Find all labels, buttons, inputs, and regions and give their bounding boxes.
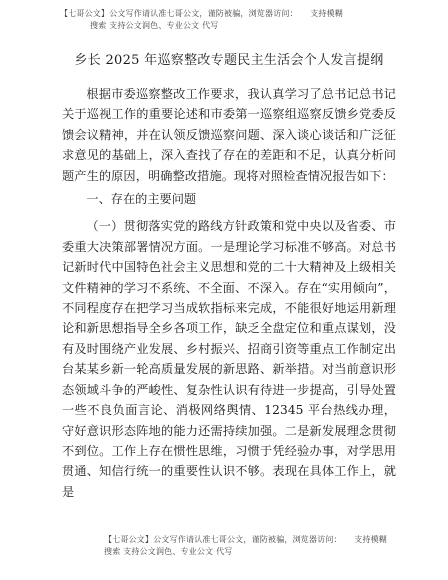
section-paragraph-1: （一）贯彻落实党的路线方针政策和党中央以及省委、市委重大决策部署情况方面。一是理论学习标准不够高。对总书记新时代中国特色社会主义思想和党的二十大精神及上级相关文件精神的学习不系统、不全面、不深入。存在“实用倾向”，不同程度存在把学习当成软指标来完成，不能很好地运用新理论和新思想指导全乡各项工作，缺乏全盘定位和重点谋划，没有及时围绕产业发展、乡村振兴、招商引资等重点工作制定出台某某乡新一轮高质量发展的新思路、新举措。对当前意识形态领域斗争的严峻性、复杂性认识有待进一步提高，引导处置一些不良负面言论、消极网络舆情、12345 平台热线办理，守好意识形态阵地的能力还需持续加强。二是新发展理念贯彻不到位。工作上存在惯性思维，习惯于凭经验办事，对学思用贯通、知信行统一的重要性认识不够。表现在具体工作上，就是 [62, 219, 396, 499]
watermark-bottom [104, 534, 387, 558]
watermark-bottom-line2: 搜索 支持公文润色、专业公文 代写 [104, 547, 233, 556]
watermark-bottom-line1: 【七哥公文】公文写作请认准七哥公文，谨防被骗，浏览器访问： 支持模糊 [104, 535, 387, 544]
watermark-top-line1: 【七哥公文】公文写作请认准七哥公文，谨防被骗，浏览器访问： 支持模糊 [60, 9, 343, 18]
intro-paragraph: 根据市委巡察整改工作要求，我认真学习了总书记总书记关于巡视工作的重要论述和市委第一巡察组巡察反馈乡党委反馈会议精神，并在认领反馈巡察问题、深入谈心谈话和广泛征求意见的基础上，深入查找了存在的差距和不足，认真分析问题产生的原因，明确整改措施。现将对照检查情况报告如下： [62, 87, 396, 183]
watermark-top [60, 8, 343, 32]
document-body [62, 52, 396, 502]
watermark-top-line2: 搜索 支持公文润色、专业公文 代写 [90, 21, 219, 30]
document-title: 乡长 2025 年巡察整改专题民主生活会个人发言提纲 [74, 53, 384, 68]
section-heading-problems: 一、存在的主要问题 [86, 192, 197, 207]
